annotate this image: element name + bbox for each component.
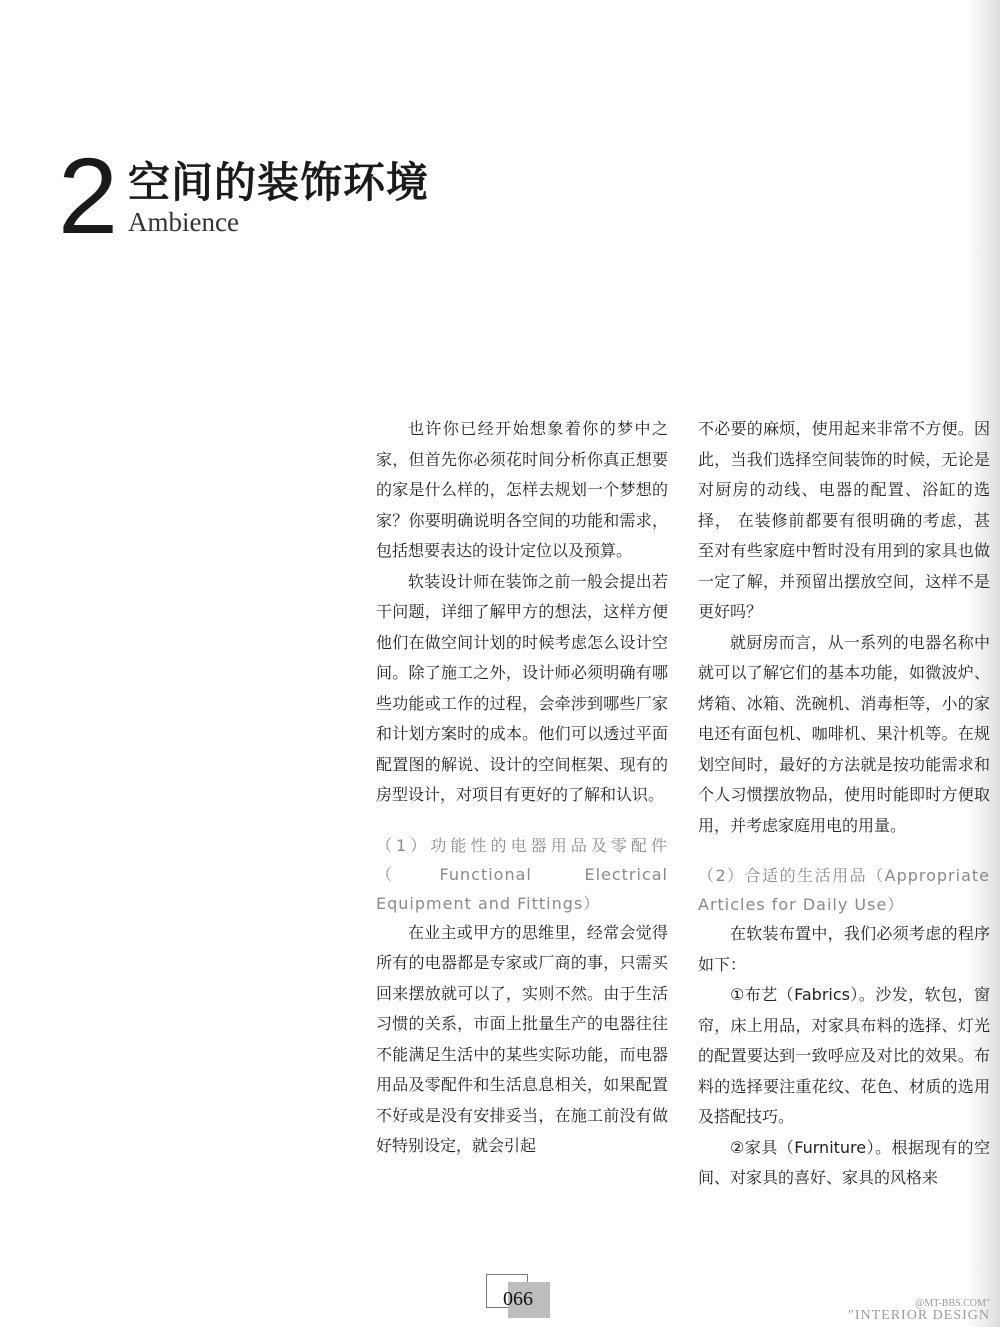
left-column (376, 414, 668, 1162)
paragraph: 就厨房而言，从一系列的电器名称中就可以了解它们的基本功能，如微波炉、烤箱、冰箱、洗碗机、消毒柜等，小的家电还有面包机、咖啡机、果汁机等。在规划空间时，最好的方法就是按功能需求和个人习惯摆放物品，使用时能即时方便取用，并考虑家庭用电的用量。 (698, 632, 990, 835)
watermark (848, 1298, 990, 1322)
section-heading: （2）合适的生活用品（Appropriate Articles for Daily Use） (698, 866, 990, 914)
section-heading: （1）功能性的电器用品及零配件（Functional Electrical Equipment and Fittings） (376, 835, 668, 913)
paragraph: ①布艺（Fabrics）。沙发，软包，窗帘，床上用品，对家具布料的选择、灯光的配置要达到一致呼应及对比的效果。布料的选择要注重花纹、花色、材质的选用及搭配技巧。 (698, 985, 990, 1126)
chapter-number: 2 (58, 135, 119, 256)
paragraph: 也许你已经开始想象着你的梦中之家，但首先你必须花时间分析你真正想要的家是什么样的，怎样去规划一个梦想的家？你要明确说明各空间的功能和需求，包括想要表达的设计定位以及预算。 (376, 419, 668, 560)
right-column (698, 414, 990, 1194)
paragraph: 不必要的麻烦，使用起来非常不方便。因此，当我们选择空间装饰的时候，无论是对厨房的动线、电器的配置、浴缸的选择， 在装修前都要有很明确的考虑，甚至对有些家庭中暂时没有用到的家具也做一定了解，并预留出摆放空间，这样不是更好吗？ (698, 419, 990, 621)
watermark-site: @MT-BBS.COM" (915, 1298, 990, 1309)
paragraph: 在业主或甲方的思维里，经常会觉得所有的电器都是专家或厂商的事，只需买回来摆放就可以了，实则不然。由于生活习惯的关系，市面上批量生产的电器往往不能满足生活中的某些实际功能，而电器用品及零配件和生活息息相关，如果配置不好或是没有安排妥当，在施工前没有做好特别设定，就会引起 (376, 922, 668, 1155)
paragraph: 在软装布置中，我们必须考虑的程序如下： (698, 924, 990, 974)
paragraph: ②家具（Furniture）。根据现有的空间、对家具的喜好、家具的风格来 (698, 1137, 990, 1187)
paragraph: 软装设计师在装饰之前一般会提出若干问题，详细了解甲方的想法，这样方便他们在做空间计划的时候考虑怎么设计空间。除了施工之外，设计师必须明确有哪些功能或工作的过程，会牵涉到哪些厂家和计划方案时的成本。他们可以透过平面配置图的解说、设计的空间框架、现有的房型设计，对项目有更好的了解和认识。 (376, 571, 668, 804)
page-number: 066 (503, 1288, 533, 1310)
chapter-subtitle: Ambience (128, 207, 239, 237)
chapter-title: 空间的装饰环境 (128, 158, 430, 207)
watermark-text: "INTERIOR DESIGN (848, 1308, 990, 1323)
